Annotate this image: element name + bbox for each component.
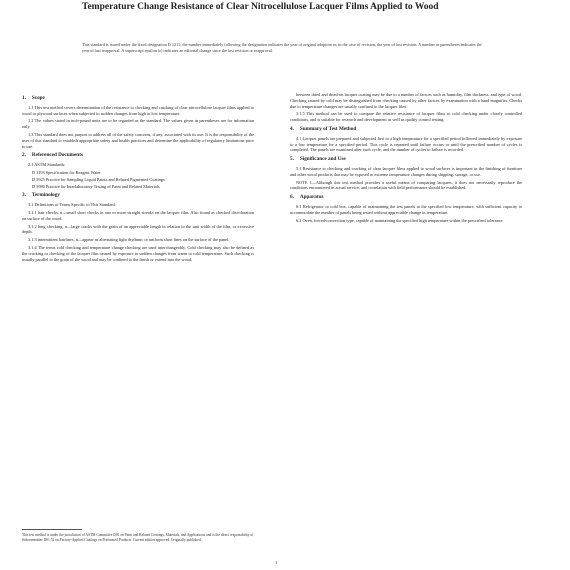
section-title: Significance and Use — [299, 156, 346, 163]
paragraph: 3.1.3 intermittent hairlines, n—appear as alternating light rhythmic or uniform short lines on the surface of the panel. — [28, 237, 230, 243]
paragraph: between dried and dried-on lacquer coating may be due to a number of factors such as humidity, film thickness, and type of wood. Checking caused by cold may be distinguished from checking caused by other factors by examination with a hand magnifier. Checks due to temperature changes are usually confined to the lacquer film. — [290, 92, 522, 109]
page-number: 1 — [275, 560, 278, 565]
paragraph: 2.1 ASTM Standards: — [28, 162, 66, 168]
paragraph: 6.2 Oven, forced-convection type, capable of maintaining the specified high temperature within the prescribed tolerance. — [296, 217, 504, 223]
section-heading — [290, 127, 522, 133]
section-title: Summary of Test Method — [299, 125, 357, 132]
section-number: 5. — [290, 156, 294, 163]
reference-item: D 1193 Specification for Reagent Water — [32, 169, 101, 175]
paragraph: 1.1 This test method covers determination of the resistance to checking and cracking of clear nitrocellulose lacquer films applied to wood or plywood surfaces when subjected to sudden changes from high to low temperature. — [22, 104, 254, 116]
footnote-rule — [22, 529, 82, 530]
paragraph: 3.1 Definitions of Terms Specific to This Standard: — [28, 202, 116, 208]
paragraph: 3.1.4 The terms cold checking and temperature change checking are used interchangeably. Cold checking may also be defined as the cracking or checking of the lacquer film caused by exposure to sudden changes from warm to cold temperature. Such checking is usually parallel to the grain of the wood and may be confined to the finish or extend into the wood. — [22, 244, 254, 262]
paragraph: 3.1.5 This method can be used to compare the relative resistance of lacquer films to cold checking under closely controlled conditions, and is suitable for research and development as well as quality control testing. — [290, 111, 522, 123]
section-number: 4. — [290, 125, 294, 132]
paragraph: 3.1.2 long checking, n—large cracks with the grain of an appreciable length in relation to the unit width of the film, or excessive depth. — [22, 223, 254, 235]
paragraph: 1.3 This standard does not purport to address all of the safety concerns, if any, associated with its use. It is the responsibility of the user of this standard to establish appropriate safety and health practices and determine the applicability of regulatory limitations prior to use. — [22, 131, 254, 149]
section-title: Terminology — [31, 192, 60, 199]
footnote: This test method is under the jurisdiction of ASTM Committee D01 on Paint and Related Coatings, Materials, and Applications and is the direct responsibility of Subcommittee D01.52 on Factory-Applied Coatings on Preformed Products. Current edition approved. Originally published. — [22, 533, 254, 542]
reference-item: D 3980 Practice for Interlaboratory Testing of Paint and Related Materials — [32, 183, 160, 189]
document-title: Temperature Change Resistance of Clear Nitrocellulose Lacquer Films Applied to Wood — [82, 2, 439, 12]
section-heading — [290, 195, 522, 201]
section-heading — [22, 96, 254, 102]
section-number: 6. — [290, 194, 294, 201]
section-heading — [290, 157, 522, 163]
paragraph: 1.2 The values stated in inch-pound units are to be regarded as the standard. The values given in parentheses are for information only. — [22, 118, 254, 130]
section-title: Referenced Documents — [31, 152, 83, 159]
section-heading — [22, 153, 254, 159]
section-number: 1. — [22, 95, 26, 101]
paragraph: 4.1 Lacquer panels are prepared and subjected first to a high temperature for a specified period followed immediately by exposure to a low temperature for a specified period. This cycle is repeated until failure occurs or until the prescribed number of cycles is completed. The panels are examined after each cycle, and the number of cycles to failure is recorded. — [290, 135, 522, 153]
section-title: Scope — [31, 95, 45, 101]
right-column — [290, 92, 522, 225]
section-heading — [22, 193, 254, 199]
paragraph: NOTE 1—Although this test method provides a useful means of comparing lacquers, it does not necessarily reproduce the conditions encountered in actual service, and correlation with field performance should be established. — [290, 179, 522, 191]
section-number: 2. — [22, 152, 26, 159]
paragraph: 3.1.1 hair checks, n—small short checks in one or more straight streaks on the lacquer film. Also found as checked discoloration on surface of the wood. — [22, 209, 254, 221]
reference-item: D 3925 Practice for Sampling Liquid Paints and Related Pigmented Coatings — [32, 176, 165, 182]
paragraph: 5.1 Resistance to checking and cracking of clear lacquer films applied to wood surfaces is important in the finishing of furniture and other wood products that may be exposed to extreme temperature changes during shipping, storage, or use. — [290, 165, 522, 177]
section-number: 3. — [22, 192, 26, 199]
designation-note: This standard is issued under the fixed designation D 1211; the number immediately following the designation indicates the year of original adoption or, in the case of revision, the year of last revision. A number in parentheses indicates the year of last reapproval. A superscript epsilon (ε) indicates an editorial change since the last revision or reapproval. — [82, 42, 482, 53]
paragraph: 6.1 Refrigerator or cold box, capable of maintaining the test panels at the specified low temperature, with sufficient capacity to accommodate the number of panels being tested without appreciable change in temperature. — [290, 203, 522, 215]
left-column — [22, 92, 254, 264]
section-title: Apparatus — [299, 194, 324, 201]
